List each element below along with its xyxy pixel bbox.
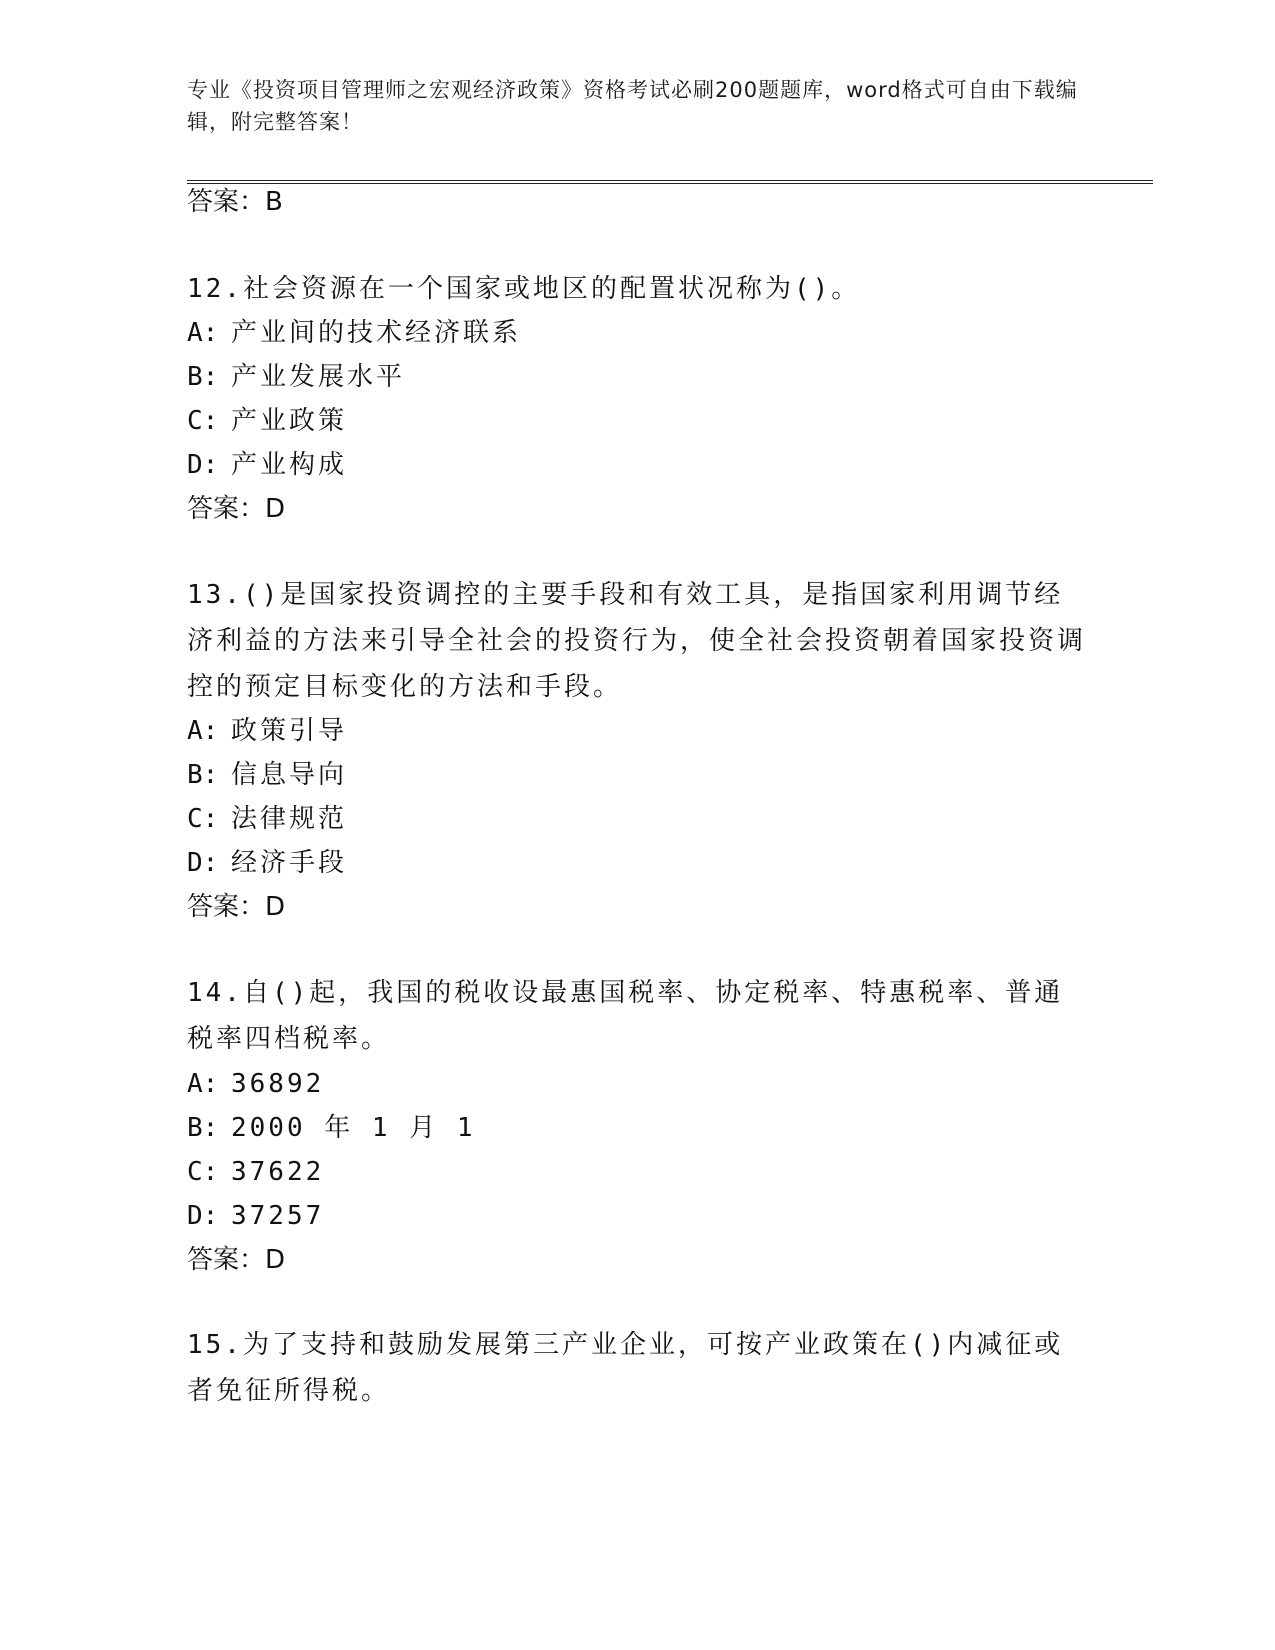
option-key: D:	[187, 848, 219, 878]
question-14-option-c	[187, 1157, 324, 1187]
question-14-option-a	[187, 1069, 324, 1099]
option-text: 政策引导	[231, 716, 348, 746]
option-key: C:	[187, 804, 219, 834]
question-13-option-d	[187, 848, 347, 878]
option-text: 2000 年 1 月 1	[231, 1113, 476, 1143]
question-14-stem: 14.自()起，我国的税收设最惠国税率、协定税率、特惠税率、普通税率四档税率。	[187, 978, 1064, 1054]
previous-answer: 答案：B	[187, 187, 283, 217]
question-13-option-c	[187, 804, 347, 834]
question-15-stem: 15.为了支持和鼓励发展第三产业企业，可按产业政策在()内减征或者免征所得税。	[187, 1330, 1064, 1406]
question-13-option-b	[187, 760, 347, 790]
question-13-answer: 答案：D	[187, 892, 286, 922]
option-text: 37257	[231, 1201, 325, 1231]
option-text: 法律规范	[231, 804, 348, 834]
question-14-option-d	[187, 1201, 324, 1231]
option-key: C:	[187, 406, 219, 436]
header-divider-double	[187, 183, 1153, 184]
option-key: C:	[187, 1157, 219, 1187]
question-14-answer: 答案：D	[187, 1245, 286, 1275]
option-key: B:	[187, 1113, 219, 1143]
option-text: 信息导向	[231, 760, 348, 790]
question-12-answer: 答案：D	[187, 494, 286, 524]
option-text: 36892	[231, 1069, 325, 1099]
option-key: A:	[187, 1069, 219, 1099]
option-text: 产业构成	[231, 450, 348, 480]
option-key: A:	[187, 318, 219, 348]
option-text: 经济手段	[231, 848, 348, 878]
question-12-option-c	[187, 406, 347, 436]
option-text: 37622	[231, 1157, 325, 1187]
question-12-option-a	[187, 318, 521, 348]
question-12-stem: 12.社会资源在一个国家或地区的配置状况称为()。	[187, 274, 861, 304]
option-key: A:	[187, 716, 219, 746]
option-key: D:	[187, 450, 219, 480]
option-key: B:	[187, 760, 219, 790]
question-13-stem: 13.()是国家投资调控的主要手段和有效工具，是指国家利用调节经济利益的方法来引导全社会的投资行为，使全社会投资朝着国家投资调控的预定目标变化的方法和手段。	[187, 580, 1087, 702]
document-header: 专业《投资项目管理师之宏观经济政策》资格考试必刷200题题库，word格式可自由下载编辑，附完整答案！	[187, 78, 1078, 134]
question-14-option-b	[187, 1113, 476, 1143]
header-divider	[187, 180, 1153, 181]
question-12-option-d	[187, 450, 347, 480]
option-key: D:	[187, 1201, 219, 1231]
option-key: B:	[187, 362, 219, 392]
question-12-option-b	[187, 362, 405, 392]
option-text: 产业政策	[231, 406, 348, 436]
option-text: 产业间的技术经济联系	[231, 318, 522, 348]
option-text: 产业发展水平	[231, 362, 406, 392]
question-13-option-a	[187, 716, 347, 746]
